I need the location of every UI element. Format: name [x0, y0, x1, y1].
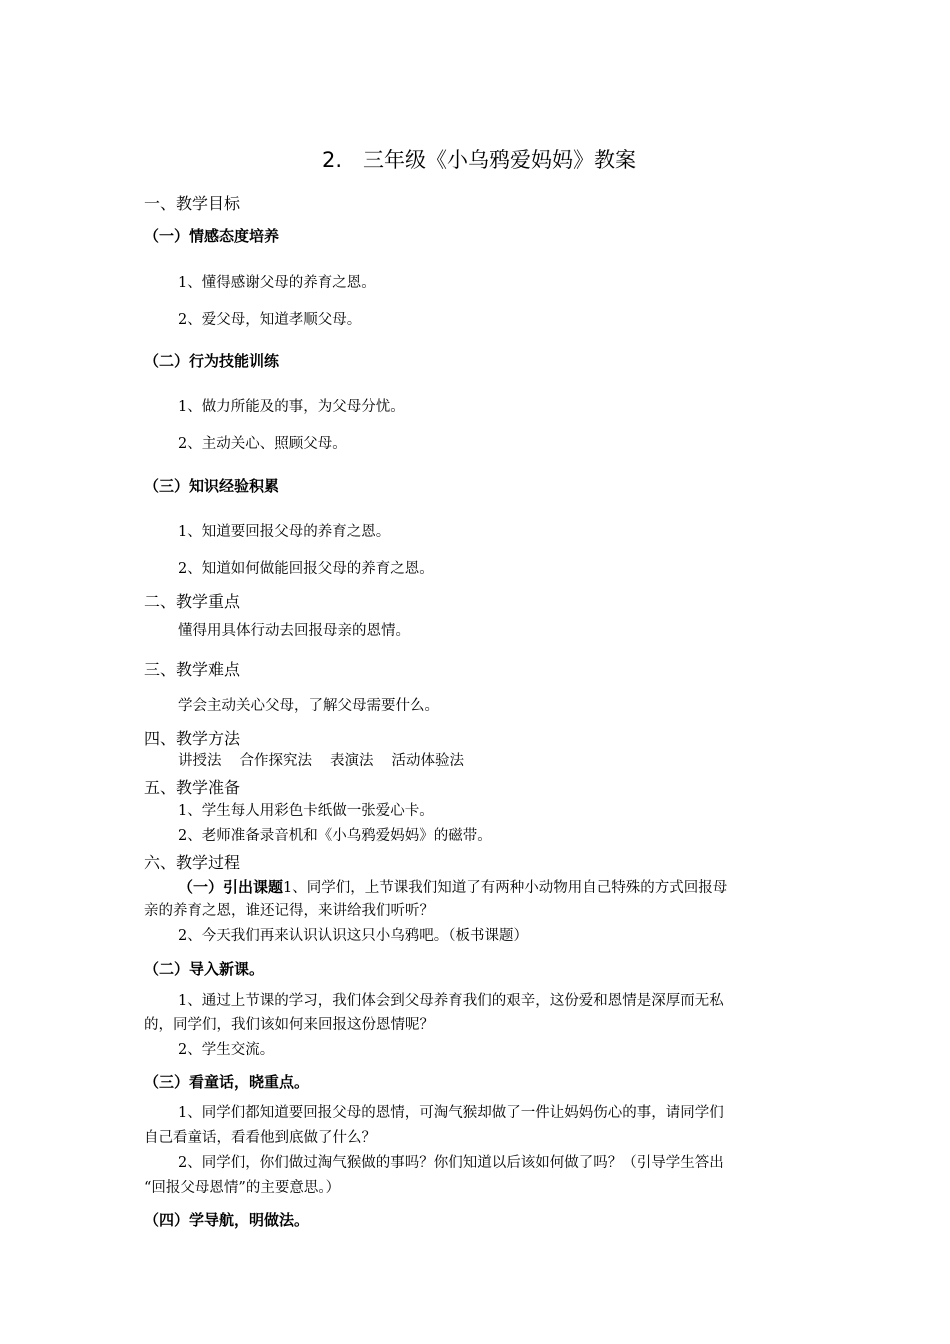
method-item: 讲授法 — [178, 753, 222, 769]
paragraph-text: “回报父母恩情”的主要意思。） — [144, 1180, 341, 1196]
list-item: 2、老师准备录音机和《小乌鸦爱妈妈》的磁带。 — [178, 828, 492, 844]
method-item: 表演法 — [330, 753, 374, 769]
list-item: 1、做力所能及的事，为父母分忧。 — [178, 399, 405, 415]
list-item: 2、今天我们再来认识认识这只小乌鸦吧。（板书课题） — [178, 928, 528, 944]
subheading-skills: （二）行为技能训练 — [144, 352, 280, 370]
list-item: 1、学生每人用彩色卡纸做一张爱心卡。 — [178, 803, 434, 819]
process-step-heading: （四）学导航，明做法。 — [144, 1211, 310, 1229]
process-step-heading: （一）引出课题 — [178, 878, 284, 896]
process-step-heading: （二）导入新课。 — [144, 960, 265, 978]
list-item: 1、懂得感谢父母的养育之恩。 — [178, 275, 376, 291]
process-step-1 — [178, 879, 727, 896]
difficulties-text: 学会主动关心父母，了解父母需要什么。 — [178, 698, 439, 714]
method-item: 合作探究法 — [239, 753, 312, 769]
process-step-heading: （三）看童话，晓重点。 — [144, 1073, 310, 1091]
method-item: 活动体验法 — [391, 753, 464, 769]
document-title: 2. 三年级《小乌鸦爱妈妈》教案 — [322, 148, 637, 172]
paragraph-text: 1、同学们，上节课我们知道了有两种小动物用自己特殊的方式回报母 — [283, 880, 728, 896]
section-heading-goals: 一、教学目标 — [144, 194, 241, 213]
paragraph-text: 自己看童话，看看他到底做了什么？ — [144, 1130, 376, 1146]
list-item: 1、知道要回报父母的养育之恩。 — [178, 524, 391, 540]
paragraph-text: 2、同学们，你们做过淘气猴做的事吗？你们知道以后该如何做了吗？（引导学生答出 — [178, 1155, 724, 1171]
section-heading-key-points: 二、教学重点 — [144, 592, 241, 611]
list-item: 2、学生交流。 — [178, 1042, 275, 1058]
methods-list — [178, 754, 482, 769]
list-item: 2、爱父母，知道孝顺父母。 — [178, 312, 362, 328]
paragraph-text: 1、通过上节课的学习，我们体会到父母养育我们的艰辛，这份爱和恩情是深厚而无私 — [178, 993, 724, 1009]
section-heading-preparation: 五、教学准备 — [144, 778, 241, 797]
paragraph-text: 的，同学们，我们该如何来回报这份恩情呢？ — [144, 1017, 434, 1033]
key-points-text: 懂得用具体行动去回报母亲的恩情。 — [178, 623, 410, 639]
paragraph-text: 1、同学们都知道要回报父母的恩情，可淘气猴却做了一件让妈妈伤心的事，请同学们 — [178, 1105, 724, 1121]
section-heading-process: 六、教学过程 — [144, 853, 241, 872]
subheading-knowledge: （三）知识经验积累 — [144, 477, 280, 495]
list-item: 2、主动关心、照顾父母。 — [178, 436, 347, 452]
section-heading-difficulties: 三、教学难点 — [144, 660, 241, 679]
subheading-emotion: （一）情感态度培养 — [144, 227, 280, 245]
list-item: 2、知道如何做能回报父母的养育之恩。 — [178, 561, 434, 577]
paragraph-text: 亲的养育之恩，谁还记得，来讲给我们听听？ — [144, 903, 434, 919]
section-heading-methods: 四、教学方法 — [144, 729, 241, 748]
